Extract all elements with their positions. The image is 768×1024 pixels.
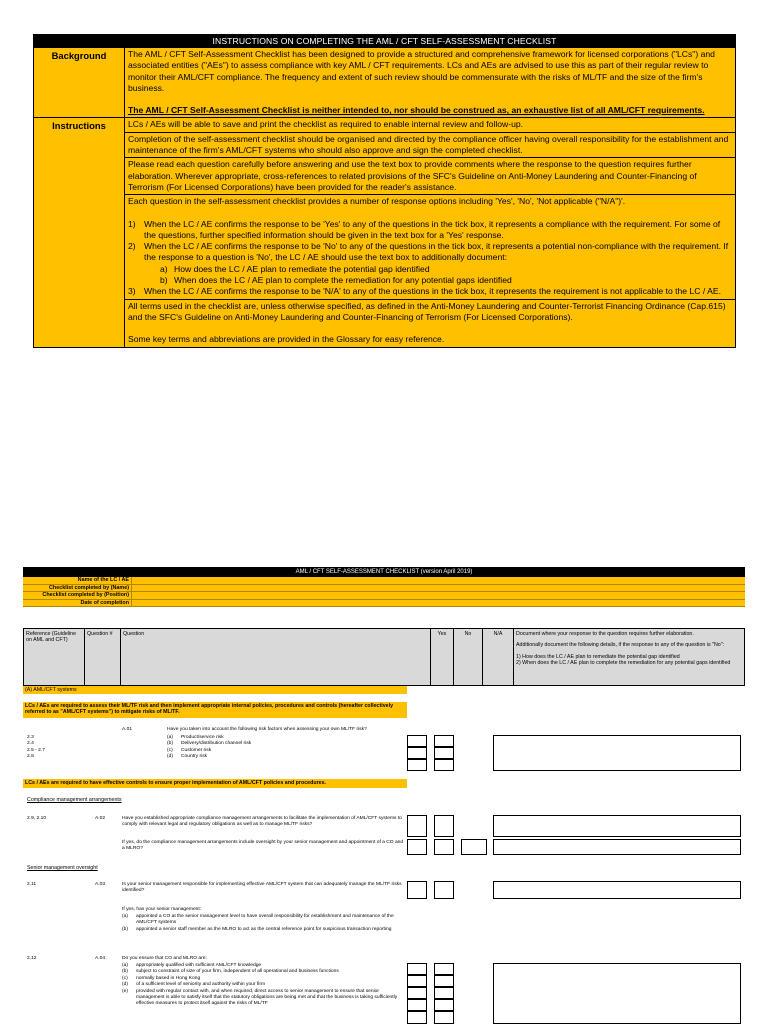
- section-senior-management: Senior management oversight: [27, 865, 98, 871]
- requirement-band-risk: LCs / AEs are required to assess their ML/TF risk and then implement appropriate internal policies, procedures and controls (hereafter collectively referred to as "AML/CFT systems") to mitigate risks of ML/TF.: [23, 702, 407, 718]
- list-item: 2) When the LC / AE confirms the response to be 'No' to any of the questions in the tick box, it represents a potential non-compliance with the requirement. If the response to a question is 'No', the LC / AE should use the text box to additionally document:: [128, 241, 729, 263]
- column-reference: Reference (Guideline on AML and CFT): [24, 629, 85, 685]
- a04d-yes-checkbox[interactable]: [407, 999, 427, 1011]
- response-options-intro: Each question in the self-assessment checklist provides a number of response options including 'Yes', 'No', 'Not applicable ("N/A")'.: [128, 196, 626, 207]
- option-row: (a) appointed a CO at the senior management level to have overall responsibility for establishment and maintenance of the AML/CFT systems: [122, 914, 394, 926]
- lc-name-field[interactable]: [131, 577, 745, 585]
- option-row: (a) appropriately qualified with sufficient AML/CFT knowledge: [122, 963, 262, 968]
- question-a01-options: [167, 735, 407, 761]
- ref-item: 2.4: [27, 741, 34, 747]
- terms-text: All terms used in the checklist are, unless otherwise specified, as defined in the Anti-Money Laundering and Counter-Terrorist Financing Ordinance (Cap.615) and the SFC's Guideline on Anti-Money Laundering and Counter-Financing of Terrorism (For Licensed Corporations).: [128, 300, 726, 322]
- question-a03-options: [122, 914, 402, 933]
- background-row: [34, 48, 735, 117]
- column-no: No: [454, 629, 483, 685]
- ref-item: 2.5 - 2.7: [27, 747, 45, 753]
- question-a04-ref: 2.12: [27, 956, 37, 961]
- question-a03-followup: If yes, has your senior management:: [122, 907, 202, 912]
- checklist-meta: [23, 577, 745, 607]
- column-question: Question: [121, 629, 431, 685]
- background-label: Background: [34, 48, 125, 117]
- a04c-yes-checkbox[interactable]: [407, 987, 427, 999]
- question-a02-followup: If yes, do the compliance management arrangements include oversight by your senior management and appointment of a CO and a MLRO?: [122, 840, 404, 852]
- question-a01-text: Have you taken into account the following risk factors when assessing your own ML/TF risk?: [167, 727, 367, 732]
- a02-followup-na-checkbox[interactable]: [461, 839, 487, 855]
- instruction-terms: [125, 300, 735, 347]
- a02-yes-checkbox[interactable]: [407, 815, 427, 837]
- completed-by-name-field[interactable]: [131, 585, 745, 593]
- question-a03-number: A.03: [95, 882, 106, 887]
- a02-no-checkbox[interactable]: [434, 815, 454, 837]
- a03-comment-box[interactable]: [493, 881, 741, 899]
- checklist-title: AML / CFT SELF-ASSESSMENT CHECKLIST (version April 2019): [23, 567, 745, 577]
- doc-instruction-1: Document where your response to the question requires further elaboration.: [516, 631, 694, 637]
- completed-by-position-label: Checklist completed by (Position): [23, 592, 131, 600]
- a04b-no-checkbox[interactable]: [434, 975, 454, 987]
- question-a02-number: A.02: [95, 816, 106, 821]
- completed-by-position-field[interactable]: [131, 592, 745, 600]
- list-item: 3) When the LC / AE confirms the response to be 'N/A' to any of the questions in the tick box, it represents the requirement is not applicable to the LC / AE.: [128, 286, 721, 297]
- option-row: (b) subject to constraint of size of your firm, independent of all operational and business functions: [122, 969, 339, 975]
- instructions-label: Instructions: [34, 118, 125, 346]
- option-row: (c) normally based in Hong Kong: [122, 975, 201, 981]
- instructions-row: [34, 117, 735, 346]
- a03-yes-checkbox[interactable]: [407, 881, 427, 899]
- question-a03-ref: 2.11: [27, 882, 37, 887]
- option-row: (b) appointed a senior staff member as the MLRO to act as the central reference point for suspicious transaction reporting: [122, 926, 392, 932]
- list-item: b) When does the LC / AE plan to complete the remediation for any potential gaps identified: [160, 275, 512, 286]
- checklist-table-header: [23, 628, 745, 686]
- background-disclaimer: The AML / CFT Self-Assessment Checklist is neither intended to, nor should be construed as, an exhaustive list of all AML/CFT requirements.: [128, 105, 705, 116]
- option-row: (c) Customer risk: [167, 747, 212, 753]
- a02-followup-yes-checkbox[interactable]: [407, 839, 427, 855]
- a01b-no-checkbox[interactable]: [434, 747, 454, 759]
- ref-item: 2.3: [27, 735, 34, 740]
- instruction-read-carefully: Please read each question carefully before answering and use the text box to provide comments where the response to the question requires further elaboration. Wherever appropriate, cross-references to related provisions of the SFC's Guideline on Anti-Money Laundering and Counter-Financing of Terrorism (For Licensed Corporations) have been provided for the reader's assistance.: [125, 158, 735, 195]
- lc-name-label: Name of the LC / AE: [23, 577, 131, 585]
- a04e-yes-checkbox[interactable]: [407, 1011, 427, 1024]
- background-text: The AML / CFT Self-Assessment Checklist has been designed to provide a structured and comprehensive framework for licensed corporations ("LCs") and associated entities ("AEs") to assess compliance with key AML / CFT requirements. LCs and AEs are advised to use this as part of their regular review to monitor their AML/CFT compliance. The frequency and extent of such review should be commensurate with the risks of ML/TF and the size of the firm's business.: [128, 49, 715, 93]
- instructions-title: INSTRUCTIONS ON COMPLETING THE AML / CFT SELF-ASSESSMENT CHECKLIST: [34, 35, 735, 48]
- question-a04-options: [122, 963, 407, 1008]
- a02-comment-box[interactable]: [493, 815, 741, 837]
- a04-comment-box[interactable]: [493, 963, 741, 1024]
- section-a-heading: (A) AML/CFT systems: [23, 686, 407, 694]
- a02-followup-no-checkbox[interactable]: [434, 839, 454, 855]
- completion-date-label: Date of completion: [23, 600, 131, 608]
- column-question-number: Question #: [85, 629, 121, 685]
- glossary-text: Some key terms and abbreviations are provided in the Glossary for easy reference.: [128, 334, 445, 345]
- a01c-no-checkbox[interactable]: [434, 759, 454, 771]
- a01-yes-group: [407, 735, 427, 771]
- a01-comment-box[interactable]: [493, 735, 741, 771]
- a04b-yes-checkbox[interactable]: [407, 975, 427, 987]
- a04a-no-checkbox[interactable]: [434, 963, 454, 975]
- a04e-no-checkbox[interactable]: [434, 1011, 454, 1024]
- option-row: (a) Product/service risk: [167, 735, 224, 740]
- background-cell: [125, 48, 735, 117]
- instruction-save-print: LCs / AEs will be able to save and print the checklist as required to enable internal review and follow-up.: [125, 118, 735, 132]
- question-a03-text: Is your senior management responsible for implementing effective AML/CFT system that can adequately manage the ML/TF risks identified?: [122, 882, 402, 894]
- option-row: (b) Delivery/distribution channel risk: [167, 741, 252, 747]
- question-a02-text: Have you established appropriate compliance management arrangements to facilitate the implementation of AML/CFT systems to comply with relevant legal and regulatory obligations as well as to manage ML/TF risks?: [122, 816, 402, 828]
- a04d-no-checkbox[interactable]: [434, 999, 454, 1011]
- instruction-response-options: [125, 195, 735, 299]
- question-a01-refs: [27, 735, 87, 761]
- list-item: a) How does the LC / AE plan to remediate the potential gap identified: [160, 263, 430, 274]
- option-row: (d) of a sufficient level of seniority and authority within your firm: [122, 982, 266, 988]
- question-a04-text: Do you ensure that CO and MLRO are:: [122, 956, 207, 961]
- completion-date-field[interactable]: [131, 600, 745, 608]
- question-a02-ref: 2.9, 2.10: [27, 816, 47, 821]
- option-row: (d) Country risk: [167, 754, 208, 760]
- list-item: 1) When the LC / AE confirms the response to be 'Yes' to any of the questions in the tick box, it represents a compliance with the requirement. For some of the questions, further specified information should be given in the text box for a 'Yes' response.: [128, 218, 721, 240]
- ref-item: 2.8: [27, 754, 34, 760]
- doc-instruction-4: 2) When does the LC / AE plan to complete the remediation for any potential gaps identified: [516, 659, 731, 666]
- question-a01-number: A.01: [122, 727, 133, 732]
- doc-instruction-2: Additionally document the following details, if the response to any of the question is "No":: [516, 642, 725, 649]
- column-documentation: [514, 629, 746, 685]
- question-a04-number: A.04: [95, 956, 106, 961]
- a01a-no-checkbox[interactable]: [434, 735, 454, 747]
- section-compliance-management: Compliance management arrangements: [27, 797, 122, 803]
- doc-instruction-3: 1) How does the LC / AE plan to remediate the potential gap identified: [516, 653, 680, 660]
- instructions-panel: [33, 34, 736, 348]
- a03-no-checkbox[interactable]: [434, 881, 454, 899]
- column-na: N/A: [483, 629, 514, 685]
- requirement-band-controls: LCs / AEs are required to have effective controls to ensure proper implementation of AML/CFT policies and procedures.: [23, 779, 407, 788]
- a04c-no-checkbox[interactable]: [434, 987, 454, 999]
- instruction-compliance-officer: Completion of the self-assessment checklist should be organised and directed by the compliance officer having overall responsibility for the establishment and maintenance of the firm's AML/CFT systems who should also approve and sign the completed checklist.: [125, 133, 735, 159]
- option-row: (e) provided with regular contact with, and when required, direct access to senior management to ensure that senior management is able to satisfy itself that the statutory obligations are being met and that the business is taking sufficiently effective measures to protect itself against the risks of ML/TF: [122, 988, 398, 1007]
- a02-followup-comment-box[interactable]: [493, 839, 741, 855]
- column-yes: Yes: [431, 629, 454, 685]
- a04a-yes-checkbox[interactable]: [407, 963, 427, 975]
- completed-by-name-label: Checklist completed by (Name): [23, 585, 131, 593]
